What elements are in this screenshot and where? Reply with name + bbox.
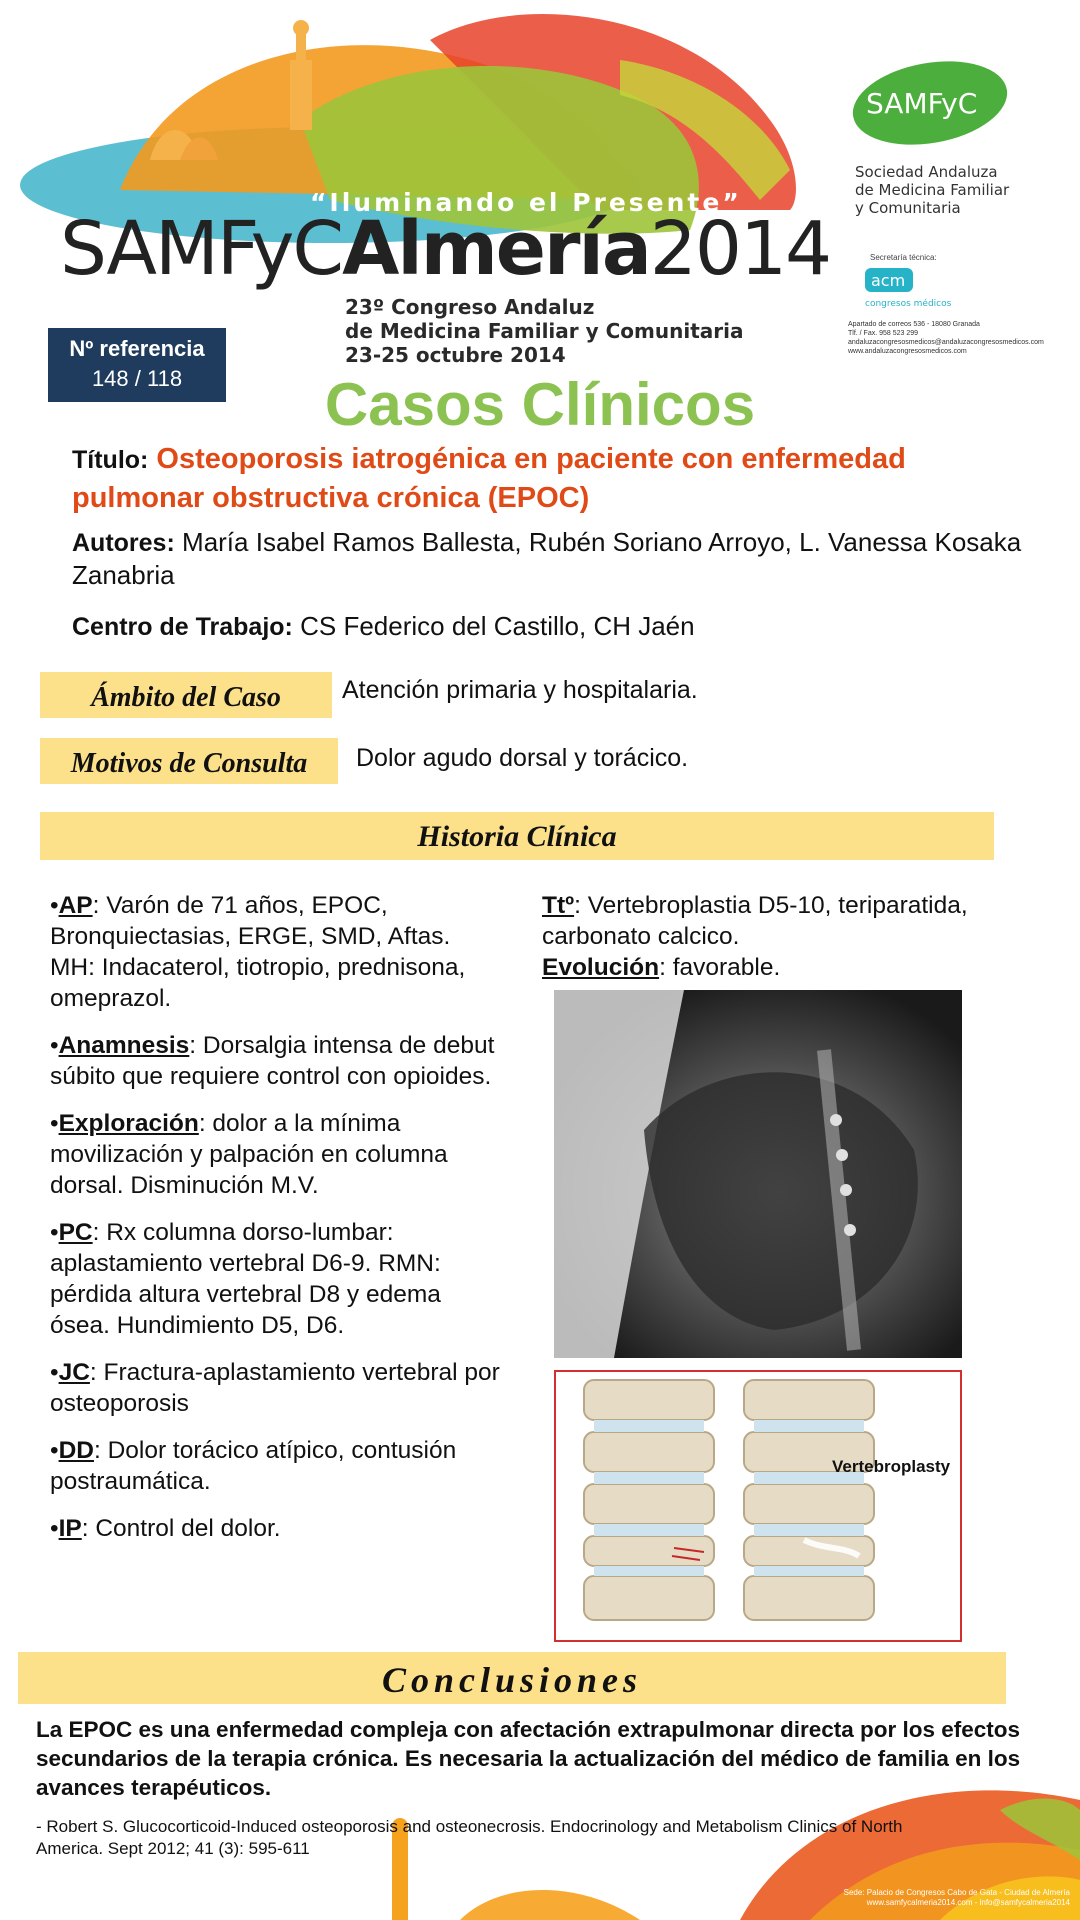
samfyc-logo bbox=[848, 55, 1008, 145]
item-key: Exploración bbox=[58, 1110, 199, 1137]
bullet: • bbox=[50, 1437, 59, 1464]
item-key: IP bbox=[58, 1515, 82, 1542]
contact-line-1: Apartado de correos 536 - 18080 Granada bbox=[848, 321, 980, 328]
contact-line-4: www.andaluzacongresosmedicos.com bbox=[848, 348, 967, 355]
item-text: : Control del dolor. bbox=[81, 1515, 281, 1542]
bullet: • bbox=[50, 1515, 59, 1542]
evol-key: Evolución bbox=[542, 954, 660, 981]
historia-list bbox=[50, 890, 500, 1560]
ambito-label: Ámbito del Caso bbox=[40, 672, 332, 718]
authors bbox=[72, 526, 1022, 591]
venue-info bbox=[780, 1888, 1070, 1908]
motivos-value: Dolor agudo dorsal y torácico. bbox=[356, 744, 689, 772]
centro-label: Centro de Trabajo: bbox=[72, 613, 293, 641]
list-item bbox=[50, 1435, 500, 1497]
item-text: : Varón de 71 años, EPOC, Bronquiectasias, ERGE, SMD, Aftas. MH: Indacaterol, tiotropio, prednisona, omeprazol. bbox=[50, 892, 466, 1012]
item-key: JC bbox=[58, 1359, 90, 1386]
conclusiones-heading: Conclusiones bbox=[18, 1652, 1006, 1704]
venue-line-2: www.samfycalmeria2014.com - info@samfycalmeria2014 bbox=[866, 1898, 1070, 1907]
org-name-line-1: Sociedad Andaluza bbox=[855, 163, 998, 181]
org-name bbox=[855, 163, 1009, 217]
org-name-line-2: de Medicina Familiar bbox=[855, 181, 1010, 199]
brand-almeria: Almería bbox=[342, 206, 650, 292]
congress-line-1: 23º Congreso Andaluz bbox=[345, 295, 595, 319]
reference-value: 148 / 118 bbox=[91, 366, 183, 391]
item-text: : Dorsalgia intensa de debut súbito que requiere control con opioides. bbox=[50, 1032, 495, 1090]
item-key: AP bbox=[58, 892, 93, 919]
workplace bbox=[72, 610, 1022, 643]
venue-line-1: Sede: Palacio de Congresos Cabo de Gata - Ciudad de Almería bbox=[843, 1888, 1070, 1897]
historia-heading: Historia Clínica bbox=[40, 812, 994, 860]
contact-info bbox=[848, 320, 1078, 356]
xray-image bbox=[554, 990, 962, 1358]
congress-line-3: 23-25 octubre 2014 bbox=[345, 343, 566, 367]
centro-value: CS Federico del Castillo, CH Jaén bbox=[300, 611, 695, 641]
congress-info bbox=[345, 295, 743, 367]
item-text: : Rx columna dorso-lumbar: aplastamiento vertebral D6-9. RMN: pérdida altura vertebral D8 y edema ósea. Hundimiento D5, D6. bbox=[50, 1219, 441, 1339]
contact-line-3: andaluzacongresosmedicos@andaluzacongresosmedicos.com bbox=[848, 339, 1044, 346]
treatment-block bbox=[542, 890, 1022, 983]
item-text: : Fractura-aplastamiento vertebral por osteoporosis bbox=[50, 1359, 500, 1417]
item-key: PC bbox=[58, 1219, 93, 1246]
congress-line-2: de Medicina Familiar y Comunitaria bbox=[345, 319, 744, 343]
samfyc-logo-text: SAMFyC bbox=[866, 87, 978, 120]
event-brand bbox=[60, 206, 831, 292]
bibliography-reference: - Robert S. Glucocorticoid-Induced osteoporosis and osteonecrosis. Endocrinology and Metabolism Clinics of North America. Sept 2012; 41 (3): 595-611 bbox=[36, 1817, 903, 1858]
brand-year: 2014 bbox=[649, 206, 831, 292]
bullet: • bbox=[50, 1110, 59, 1137]
reference-label: Nº referencia bbox=[69, 336, 205, 361]
titulo-label: Título: bbox=[72, 446, 149, 474]
motivos-label: Motivos de Consulta bbox=[40, 738, 338, 784]
bullet: • bbox=[50, 892, 59, 919]
item-key: DD bbox=[58, 1437, 94, 1464]
tto-text: : Vertebroplastia D5-10, teriparatida, carbonato calcico. bbox=[542, 892, 968, 950]
evol-text: : favorable. bbox=[659, 954, 781, 981]
item-text: : dolor a la mínima movilización y palpación en columna dorsal. Disminución M.V. bbox=[50, 1110, 448, 1199]
brand-samfyc: SAMFyC bbox=[60, 206, 343, 292]
autores-label: Autores: bbox=[72, 529, 175, 557]
bullet: • bbox=[50, 1032, 59, 1059]
org-name-line-3: y Comunitaria bbox=[855, 199, 961, 217]
vertebroplasty-illustration bbox=[554, 1370, 962, 1642]
item-key: Anamnesis bbox=[58, 1032, 190, 1059]
acm-logo-sub: congresos médicos bbox=[865, 299, 952, 309]
contact-line-2: Tlf. / Fax. 958 523 299 bbox=[848, 330, 919, 337]
list-item bbox=[50, 1108, 500, 1201]
bullet: • bbox=[50, 1359, 59, 1386]
conclusiones-text: La EPOC es una enfermedad compleja con afectación extrapulmonar directa por los efectos secundarios de la terapia crónica. Es necesaria la actualización del médico de familia en los avances terapéuticos. bbox=[36, 1717, 1021, 1800]
list-item bbox=[50, 1217, 500, 1341]
spine-label: Vertebroplasty bbox=[832, 1457, 951, 1476]
item-text: : Dolor torácico atípico, contusión postraumática. bbox=[50, 1437, 457, 1495]
case-title bbox=[72, 440, 1022, 517]
ambito-value: Atención primaria y hospitalaria. bbox=[342, 676, 698, 704]
list-item bbox=[50, 1030, 500, 1092]
evolution-line bbox=[542, 952, 1022, 983]
acm-logo bbox=[865, 268, 955, 312]
treatment-line bbox=[542, 890, 1022, 952]
secretaria-label: Secretaría técnica: bbox=[870, 253, 937, 262]
autores-value: María Isabel Ramos Ballesta, Rubén Soriano Arroyo, L. Vanessa Kosaka Zanabria bbox=[72, 527, 1022, 590]
list-item bbox=[50, 1357, 500, 1419]
acm-logo-text: acm bbox=[871, 271, 906, 290]
titulo-value: Osteoporosis iatrogénica en paciente con enfermedad pulmonar obstructiva crónica (EPOC) bbox=[72, 443, 906, 514]
list-item bbox=[50, 1513, 500, 1544]
page-title: Casos Clínicos bbox=[324, 371, 756, 438]
list-item bbox=[50, 890, 500, 1014]
bullet: • bbox=[50, 1219, 59, 1246]
tto-key: Ttº bbox=[542, 892, 575, 919]
slogan: “Iluminando el Presente” bbox=[310, 188, 742, 217]
